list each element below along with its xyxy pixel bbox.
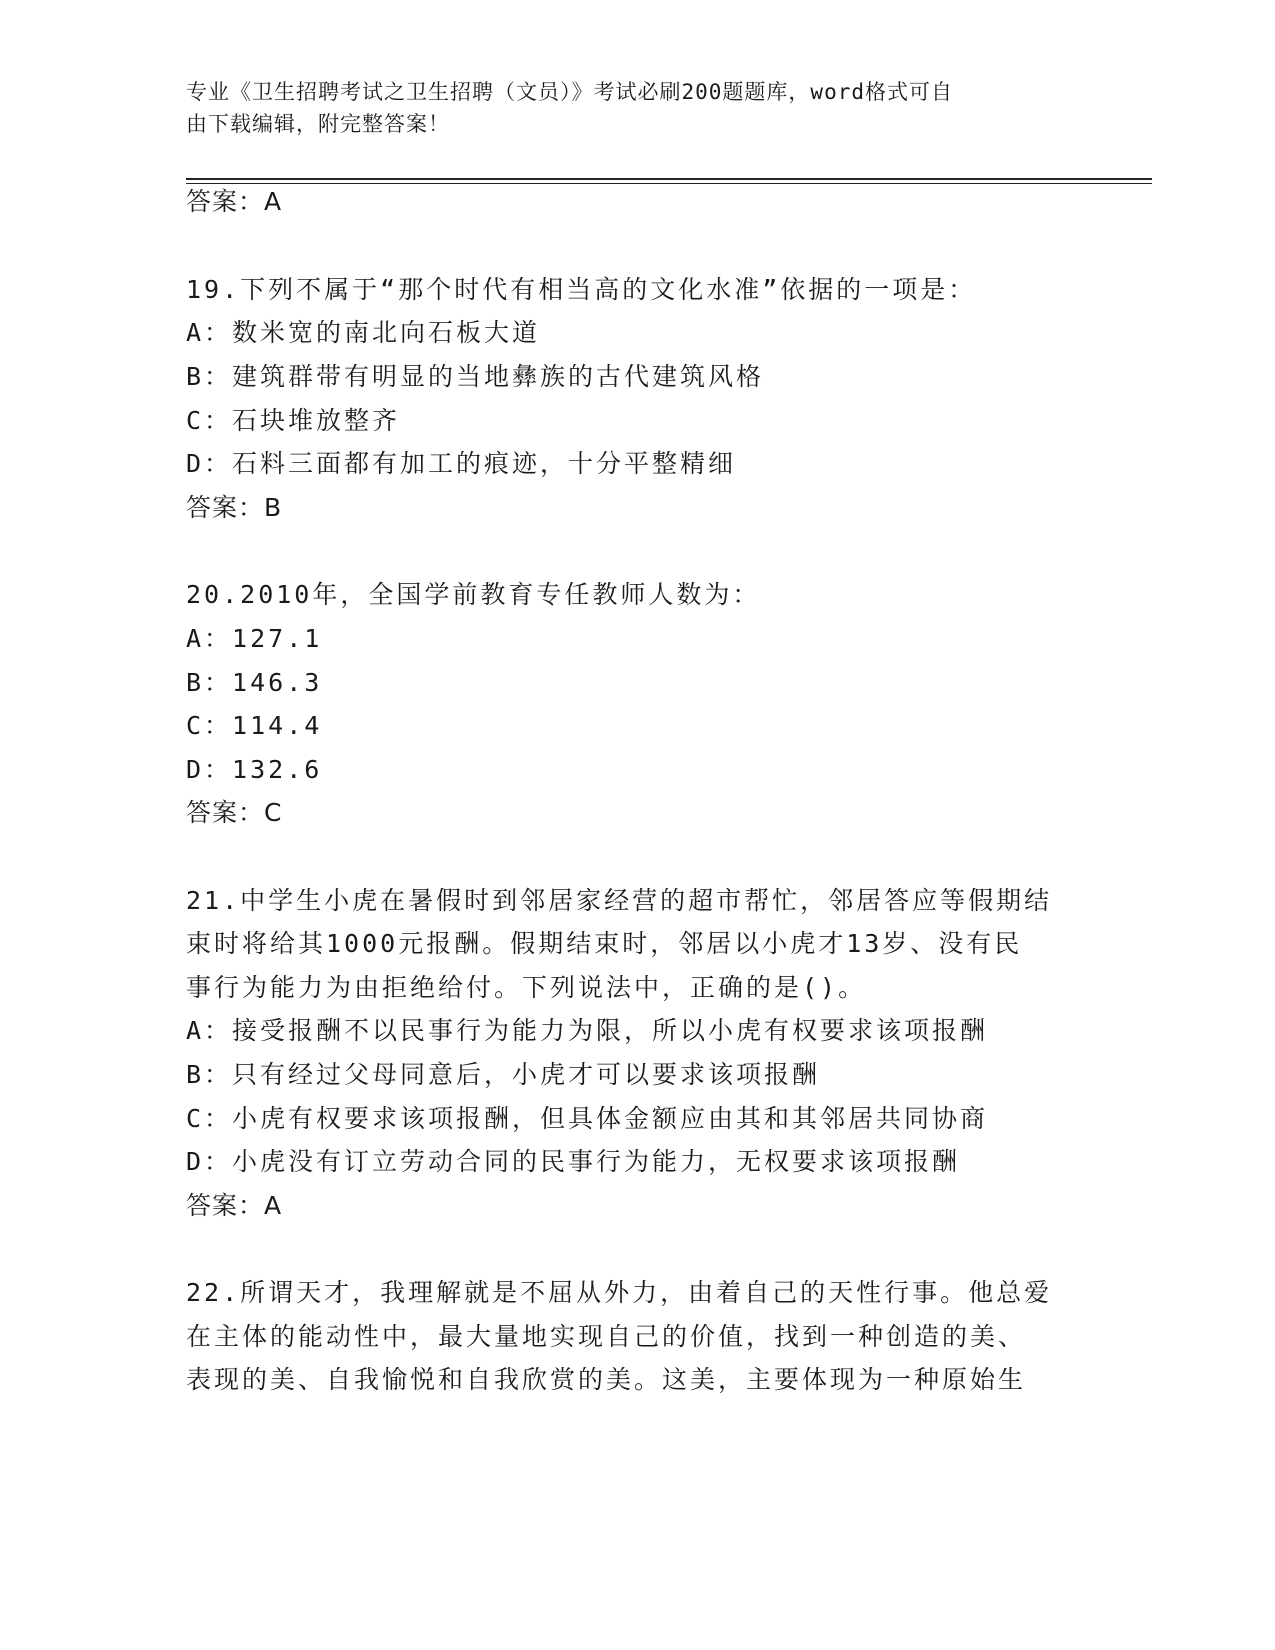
- question-21-stem-line-1: 21.中学生小虎在暑假时到邻居家经营的超市帮忙，邻居答应等假期结: [186, 886, 1053, 915]
- question-22-stem-line-1: 22.所谓天才，我理解就是不屈从外力，由着自己的天性行事。他总爱: [186, 1278, 1053, 1307]
- question-20-option-c: C：114.4: [186, 711, 323, 740]
- question-21-stem-line-3: 事行为能力为由拒绝给付。下列说法中，正确的是()。: [186, 973, 867, 1002]
- question-20-stem: 20.2010年，全国学前教育专任教师人数为：: [186, 580, 761, 609]
- question-19-option-d: D：石料三面都有加工的痕迹，十分平整精细: [186, 449, 737, 478]
- header-line-1: 专业《卫生招聘考试之卫生招聘（文员）》考试必刷200题题库，word格式可自: [186, 80, 953, 104]
- question-19-option-c: C：石块堆放整齐: [186, 406, 401, 435]
- question-21-option-d: D：小虎没有订立劳动合同的民事行为能力，无权要求该项报酬: [186, 1147, 961, 1176]
- header-divider-thin: [186, 183, 1152, 184]
- question-20-option-d: D：132.6: [186, 755, 323, 784]
- answer-19: 答案：B: [186, 493, 283, 522]
- question-19-option-b: B：建筑群带有明显的当地彝族的古代建筑风格: [186, 362, 765, 391]
- header-line-2: 由下载编辑，附完整答案！: [186, 112, 450, 136]
- question-21-option-a: A：接受报酬不以民事行为能力为限，所以小虎有权要求该项报酬: [186, 1016, 989, 1045]
- document-header: [186, 76, 1066, 140]
- question-20-option-a: A：127.1: [186, 624, 323, 653]
- answer-20: 答案：C: [186, 798, 283, 827]
- question-21-option-c: C：小虎有权要求该项报酬，但具体金额应由其和其邻居共同协商: [186, 1104, 989, 1133]
- header-divider-thick: [186, 178, 1152, 180]
- question-20-option-b: B：146.3: [186, 668, 323, 697]
- question-19-stem: 19.下列不属于“那个时代有相当高的文化水准”依据的一项是：: [186, 275, 977, 304]
- question-19-option-a: A：数米宽的南北向石板大道: [186, 318, 541, 347]
- question-22-stem-line-2: 在主体的能动性中，最大量地实现自己的价值，找到一种创造的美、: [186, 1322, 1027, 1351]
- question-22-stem-line-3: 表现的美、自我愉悦和自我欣赏的美。这美，主要体现为一种原始生: [186, 1365, 1027, 1394]
- answer-21: 答案：A: [186, 1191, 283, 1220]
- question-21-stem-line-2: 束时将给其1000元报酬。假期结束时，邻居以小虎才13岁、没有民: [186, 929, 1023, 958]
- answer-18: 答案：A: [186, 187, 283, 216]
- question-21-option-b: B：只有经过父母同意后，小虎才可以要求该项报酬: [186, 1060, 821, 1089]
